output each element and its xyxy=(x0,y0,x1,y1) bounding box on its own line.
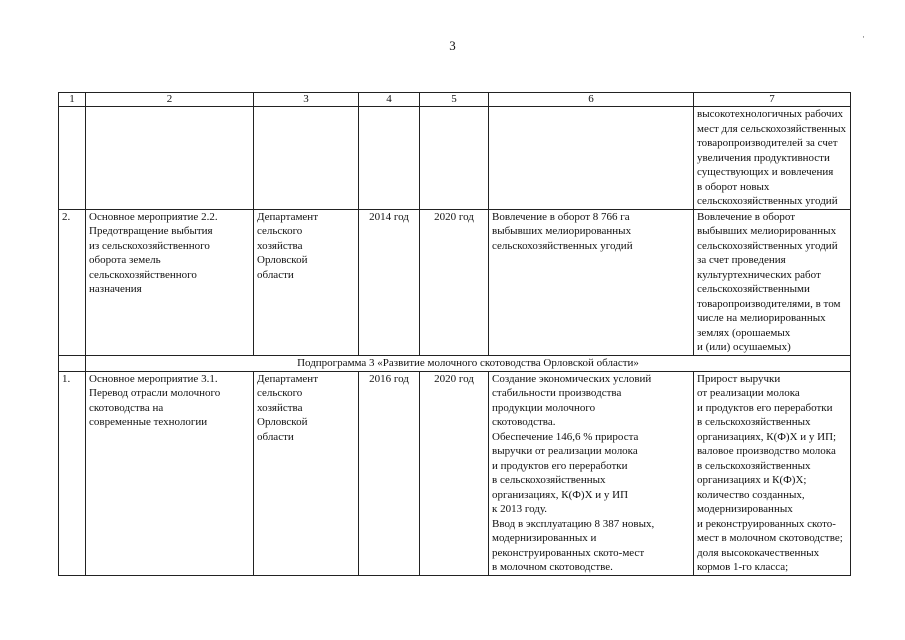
text-line: сельскохозяйственного xyxy=(89,268,197,281)
text-line: Прирост выручки xyxy=(697,372,781,385)
text-line: организациях, К(Ф)Х и у ИП xyxy=(492,488,629,501)
text-line: мест для сельскохозяйственных xyxy=(697,122,846,135)
header-cell: 5 xyxy=(420,93,489,107)
text-line: товаропроизводителей за счет xyxy=(697,137,838,149)
text-line: Создание экономических условий xyxy=(492,372,652,385)
text-line: Орловской xyxy=(257,254,308,266)
short-description-cell xyxy=(489,209,694,355)
header-cell: 1 xyxy=(59,93,86,107)
text-line: числе на мелиорированных xyxy=(697,312,826,324)
text-line: землях (орошаемых xyxy=(697,326,791,339)
text-line: сельскохозяйственных угодий xyxy=(697,239,838,252)
text-line: Перевод отрасли молочного xyxy=(89,387,221,399)
text-line: сельскохозяйственных угодий xyxy=(697,195,838,207)
subprogram-row xyxy=(59,355,851,371)
text-line: сельскохозяйственных угодий xyxy=(492,239,633,252)
text-line: высокотехнологичных рабочих xyxy=(697,108,843,120)
text-line: Департамент xyxy=(257,210,319,223)
expected-result-cell xyxy=(694,371,851,575)
text-line: в сельскохозяйственных xyxy=(697,416,811,428)
text-line: доля высококачественных xyxy=(697,546,820,559)
text-line: за счет проведения xyxy=(697,254,786,266)
expected-result-cell xyxy=(694,107,851,210)
table-row xyxy=(59,209,851,355)
text-line: организациях, К(Ф)Х и у ИП; xyxy=(697,430,837,443)
measure-name-cell xyxy=(86,371,254,575)
text-line: скотоводства. xyxy=(492,416,556,428)
text-line: выбывших мелиорированных xyxy=(697,225,837,237)
text-line: в молочном скотоводстве. xyxy=(492,561,613,573)
expected-result-cell xyxy=(694,209,851,355)
text-line: назначения xyxy=(89,283,142,295)
executor-cell xyxy=(254,371,359,575)
start-year-cell: 2016 год xyxy=(359,371,420,575)
text-line: Ввод в эксплуатацию 8 387 новых, xyxy=(492,517,655,530)
text-line: Предотвращение выбытия xyxy=(89,225,213,237)
page-number: 3 xyxy=(449,38,456,53)
text-line: сельского xyxy=(257,225,303,237)
text-line: товаропроизводителями, в том xyxy=(697,297,841,310)
text-line: и продуктов его переработки xyxy=(492,459,628,472)
text-line: Вовлечение в оборот 8 766 га xyxy=(492,210,630,223)
text-line: области xyxy=(257,268,294,281)
header-cell: 6 xyxy=(489,93,694,107)
text-line: сельского xyxy=(257,387,303,399)
measure-name-cell xyxy=(86,209,254,355)
text-line: от реализации молока xyxy=(697,387,800,399)
text-line: увеличения продуктивности xyxy=(697,151,830,164)
start-year-cell: 2014 год xyxy=(359,209,420,355)
text-line: в сельскохозяйственных xyxy=(492,474,606,486)
measures-table xyxy=(58,92,851,576)
text-line: и реконструированных ското- xyxy=(697,517,836,530)
text-line: Департамент xyxy=(257,372,319,385)
text-line: и (или) осушаемых) xyxy=(697,341,791,353)
table-row xyxy=(59,371,851,575)
text-line: количество созданных, xyxy=(697,488,805,501)
text-line: валовое производство молока xyxy=(697,445,836,457)
text-line: модернизированных xyxy=(697,503,793,515)
row-number: 2. xyxy=(59,209,86,355)
text-line: модернизированных и xyxy=(492,532,597,544)
short-description-cell xyxy=(489,371,694,575)
text-line: Обеспечение 146,6 % прироста xyxy=(492,430,639,443)
text-line: существующих и вовлечения xyxy=(697,166,834,178)
text-line: Орловской xyxy=(257,416,308,428)
text-line: сельскохозяйственными xyxy=(697,283,810,295)
header-cell: 2 xyxy=(86,93,254,107)
end-year-cell: 2020 год xyxy=(420,209,489,355)
text-line: скотоводства на xyxy=(89,401,164,414)
header-cell: 7 xyxy=(694,93,851,107)
text-line: и продуктов его переработки xyxy=(697,401,833,414)
executor-cell xyxy=(254,209,359,355)
text-line: культуртехнических работ xyxy=(697,268,821,281)
table-header-row xyxy=(59,93,851,107)
text-line: из сельскохозяйственного xyxy=(89,239,210,252)
header-cell: 4 xyxy=(359,93,420,107)
text-line: продукции молочного xyxy=(492,401,596,414)
text-line: Основное мероприятие 2.2. xyxy=(89,210,218,223)
table-row-continuation xyxy=(59,107,851,210)
text-line: мест в молочном скотоводстве; xyxy=(697,532,843,544)
text-line: оборота земель xyxy=(89,254,161,266)
text-line: к 2013 году. xyxy=(492,503,548,515)
text-line: стабильности производства xyxy=(492,387,622,399)
text-line: в оборот новых xyxy=(697,180,770,193)
text-line: организациях и К(Ф)Х; xyxy=(697,474,807,486)
text-line: Основное мероприятие 3.1. xyxy=(89,372,218,385)
subprogram-title: Подпрограмма 3 «Развитие молочного скотоводства Орловской области» xyxy=(86,355,851,371)
header-cell: 3 xyxy=(254,93,359,107)
text-line: реконструированных ското-мест xyxy=(492,546,645,559)
text-line: хозяйства xyxy=(257,239,303,252)
text-line: выручки от реализации молока xyxy=(492,445,638,457)
end-year-cell: 2020 год xyxy=(420,371,489,575)
text-line: хозяйства xyxy=(257,401,303,414)
text-line: кормов 1-го класса; xyxy=(697,561,789,573)
row-number: 1. xyxy=(59,371,86,575)
text-line: современные технологии xyxy=(89,416,208,428)
corner-mark: · xyxy=(862,32,865,42)
text-line: Вовлечение в оборот xyxy=(697,210,796,223)
text-line: области xyxy=(257,430,294,443)
text-line: выбывших мелиорированных xyxy=(492,225,632,237)
text-line: в сельскохозяйственных xyxy=(697,459,811,472)
